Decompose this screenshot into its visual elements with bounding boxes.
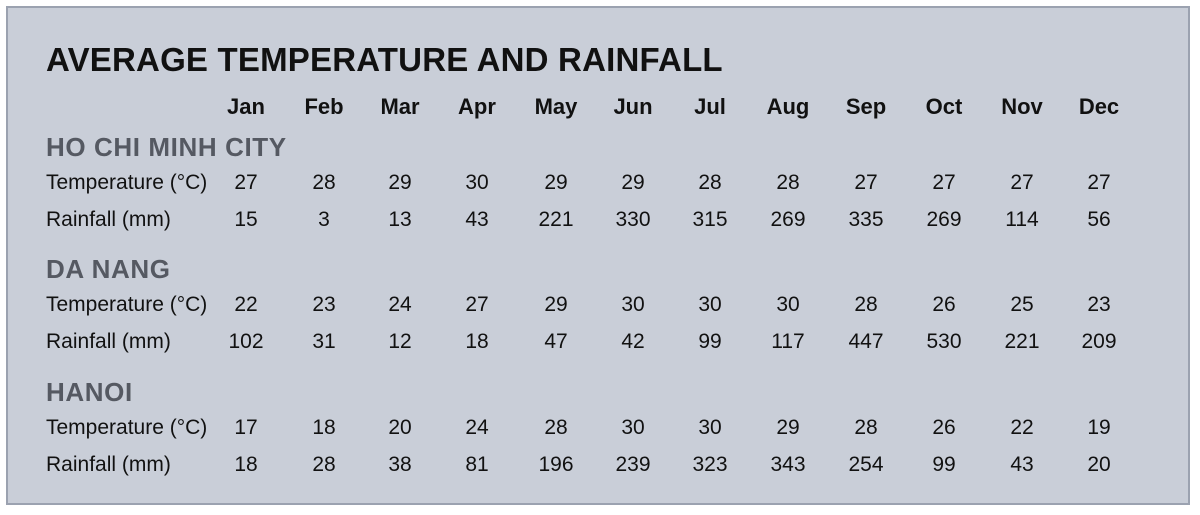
table-cell: 47 xyxy=(544,330,568,353)
table-cell: 26 xyxy=(932,416,956,439)
rainfall-row-label: Rainfall (mm) xyxy=(46,453,171,476)
table-cell: 43 xyxy=(465,208,489,231)
column-header-aug: Aug xyxy=(766,94,810,119)
table-title: AVERAGE TEMPERATURE AND RAINFALL xyxy=(46,41,723,78)
table-cell: 269 xyxy=(926,208,962,231)
table-cell: 254 xyxy=(848,453,884,476)
column-header-sep: Sep xyxy=(845,94,887,119)
table-cell: 27 xyxy=(234,171,258,194)
table-cell: 221 xyxy=(1004,330,1040,353)
table-cell: 18 xyxy=(312,416,336,439)
table-cell: 24 xyxy=(388,293,412,316)
table-cell: 335 xyxy=(848,208,884,231)
table-cell: 20 xyxy=(1087,453,1111,476)
column-header-feb: Feb xyxy=(304,94,344,119)
table-cell: 23 xyxy=(312,293,336,316)
city-heading: HO CHI MINH CITY xyxy=(46,132,287,162)
table-cell: 29 xyxy=(621,171,645,194)
table-cell: 196 xyxy=(538,453,574,476)
column-header-mar: Mar xyxy=(380,94,420,119)
table-cell: 239 xyxy=(615,453,651,476)
table-cell: 29 xyxy=(544,293,568,316)
table-cell: 19 xyxy=(1087,416,1111,439)
table-cell: 56 xyxy=(1087,208,1111,231)
table-cell: 43 xyxy=(1010,453,1034,476)
table-cell: 13 xyxy=(388,208,412,231)
column-header-nov: Nov xyxy=(1001,94,1043,119)
table-cell: 221 xyxy=(538,208,574,231)
column-header-apr: Apr xyxy=(458,94,496,119)
table-cell: 28 xyxy=(854,416,878,439)
data-table-panel xyxy=(6,6,1190,505)
temperature-row-label: Temperature (°C) xyxy=(46,416,208,439)
table-cell: 18 xyxy=(234,453,258,476)
table-cell: 25 xyxy=(1010,293,1034,316)
table-cell: 30 xyxy=(698,416,722,439)
table-cell: 38 xyxy=(388,453,412,476)
table-cell: 42 xyxy=(621,330,645,353)
table-cell: 27 xyxy=(1087,171,1111,194)
table-cell: 315 xyxy=(692,208,728,231)
table-cell: 447 xyxy=(848,330,884,353)
table-cell: 3 xyxy=(318,208,330,231)
table-cell: 28 xyxy=(776,171,800,194)
table-cell: 102 xyxy=(228,330,264,353)
table-cell: 15 xyxy=(234,208,258,231)
table-cell: 12 xyxy=(388,330,412,353)
table-cell: 28 xyxy=(312,171,336,194)
rainfall-row-label: Rainfall (mm) xyxy=(46,330,171,353)
table-cell: 27 xyxy=(1010,171,1034,194)
table-cell: 27 xyxy=(465,293,489,316)
table-cell: 269 xyxy=(770,208,806,231)
table-cell: 22 xyxy=(234,293,258,316)
column-header-may: May xyxy=(534,94,578,119)
temperature-row-label: Temperature (°C) xyxy=(46,171,208,194)
table-cell: 18 xyxy=(465,330,489,353)
table-cell: 24 xyxy=(465,416,489,439)
table-cell: 22 xyxy=(1010,416,1034,439)
column-header-oct: Oct xyxy=(925,94,963,119)
table-cell: 29 xyxy=(544,171,568,194)
table-cell: 27 xyxy=(932,171,956,194)
table-cell: 30 xyxy=(776,293,800,316)
column-header-dec: Dec xyxy=(1078,94,1120,119)
city-heading: DA NANG xyxy=(46,254,171,284)
table-cell: 29 xyxy=(388,171,412,194)
table-cell: 343 xyxy=(770,453,806,476)
table-cell: 30 xyxy=(465,171,489,194)
table-cell: 28 xyxy=(312,453,336,476)
table-cell: 28 xyxy=(854,293,878,316)
table-cell: 99 xyxy=(698,330,722,353)
table-cell: 26 xyxy=(932,293,956,316)
table-cell: 28 xyxy=(698,171,722,194)
table-cell: 209 xyxy=(1081,330,1117,353)
table-cell: 27 xyxy=(854,171,878,194)
rainfall-row-label: Rainfall (mm) xyxy=(46,208,171,231)
column-header-jan: Jan xyxy=(227,94,265,119)
table-cell: 81 xyxy=(465,453,489,476)
table-cell: 31 xyxy=(312,330,336,353)
table-cell: 30 xyxy=(621,293,645,316)
table-cell: 114 xyxy=(1005,208,1039,231)
table-cell: 20 xyxy=(388,416,412,439)
table-cell: 29 xyxy=(776,416,800,439)
column-header-jun: Jun xyxy=(613,94,653,119)
table-cell: 30 xyxy=(698,293,722,316)
table-cell: 28 xyxy=(544,416,568,439)
temperature-row-label: Temperature (°C) xyxy=(46,293,208,316)
table-cell: 530 xyxy=(926,330,962,353)
table-cell: 17 xyxy=(234,416,258,439)
table-cell: 330 xyxy=(615,208,651,231)
table-cell: 99 xyxy=(932,453,956,476)
column-header-jul: Jul xyxy=(694,94,726,119)
table-cell: 23 xyxy=(1087,293,1111,316)
table-cell: 117 xyxy=(771,330,805,353)
table-cell: 30 xyxy=(621,416,645,439)
city-heading: HANOI xyxy=(46,377,133,407)
table-cell: 323 xyxy=(692,453,728,476)
